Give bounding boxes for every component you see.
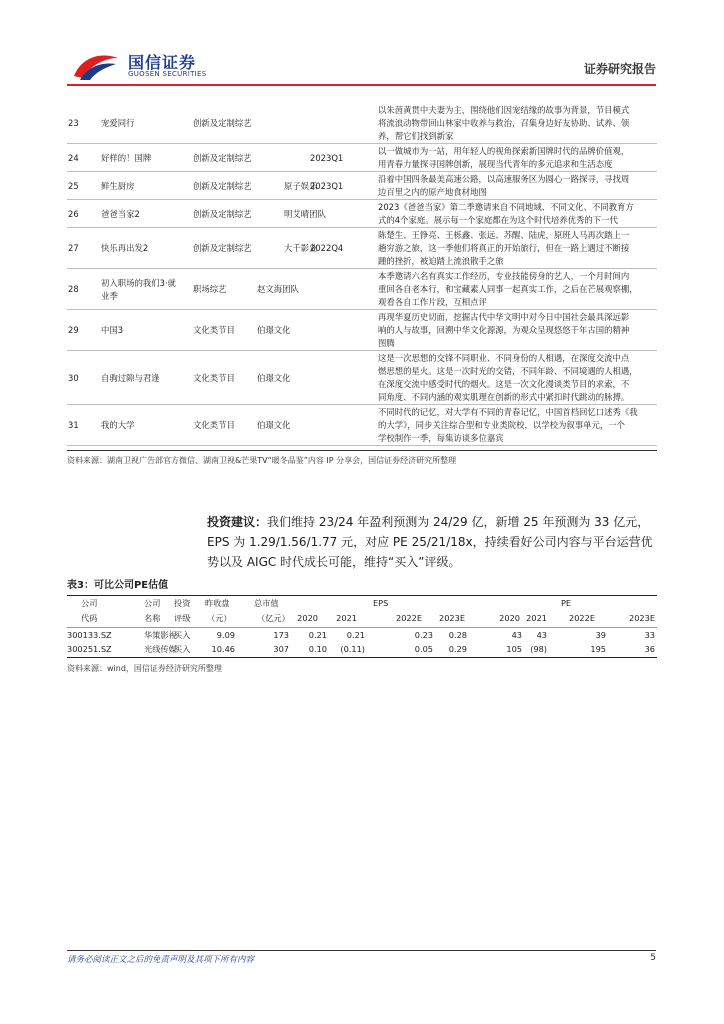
- pe-header-year: 2023E: [628, 613, 655, 623]
- pe-header-group-pe: PE: [561, 598, 572, 608]
- pe-cell-value: 0.23: [414, 630, 433, 640]
- program-description: [378, 229, 660, 268]
- description-line: 以一做城市为一站，用年轻人的视角探索新国牌时代的品牌价值观，: [378, 146, 630, 156]
- pe-table-bottom-rule: [67, 657, 657, 658]
- description-line: 的大学》，同步关注综合型和专业类院校，以学校为叙事单元，一个: [378, 420, 626, 430]
- table-row: [67, 144, 657, 172]
- program-type: 文化类节目: [193, 420, 235, 430]
- description-line: 在深度交流中感受时代的烟火。这是一次文化漫谈类节目的求索，不: [378, 379, 630, 389]
- pe-cell-value: 0.29: [448, 644, 467, 654]
- pe-header-year: 2022E: [395, 613, 422, 623]
- row-number: 27: [68, 243, 79, 253]
- logo-text-cn: 国信证券: [128, 53, 197, 72]
- pe-header-cell: （亿元）: [257, 613, 290, 623]
- description-line: 2023《爸爸当家》第二季邀请来自不同地域、不同文化、不同教育方: [378, 202, 634, 212]
- pe-header-year: 2020: [499, 613, 520, 623]
- pe-cell-value: 39: [595, 630, 606, 640]
- program-name: [101, 324, 123, 337]
- pe-header-cell: 代码: [81, 613, 98, 623]
- program-table: [67, 103, 657, 446]
- description-line: 学校制作一季，每集访谈多位嘉宾: [378, 433, 504, 443]
- row-number: 24: [68, 152, 79, 163]
- pe-table-source: 资料来源：wind，国信证券经济研究所整理: [67, 664, 222, 673]
- program-name: [101, 208, 140, 221]
- program-name: [101, 242, 148, 255]
- program-type: 职场综艺: [193, 284, 227, 294]
- row-number: 28: [68, 284, 79, 294]
- pe-cell-value: 43: [511, 630, 522, 640]
- row-number: 23: [68, 118, 79, 128]
- row-number: 25: [68, 180, 79, 191]
- description-line: 趟穷游之旅，这一季他们将真正的开始旅行，但在一路上遇过不断接: [378, 243, 630, 253]
- description-line: 用青春力量探寻国牌创新，展现当代青年的多元追求和生活态度: [378, 159, 613, 169]
- description-line: 养，帮它们找到新家: [378, 131, 454, 141]
- pe-cell-value: 195: [590, 644, 606, 654]
- footer-disclaimer: 请务必阅读正文之后的免责声明及其项下所有内容: [67, 955, 255, 965]
- program-type: 创新及定制综艺: [193, 180, 252, 191]
- program-name-line: 我的大学: [101, 420, 135, 430]
- pe-table-header-rule: [67, 627, 657, 628]
- pe-header-cell: 公司: [81, 598, 98, 608]
- pe-cell-value: 173: [273, 630, 289, 640]
- table-row: [67, 228, 657, 269]
- program-producer: 赵文海团队: [257, 284, 299, 294]
- table-row: [67, 351, 657, 405]
- description-line: 将流浪动物带回山林家中收养与救治，召集身边好友协助、试养、领: [378, 118, 630, 128]
- pe-header-cell: 评级: [174, 613, 191, 623]
- pe-header-cell: 总市值: [254, 598, 279, 608]
- row-number: 29: [68, 325, 79, 335]
- pe-cell-value: 0.21: [308, 630, 327, 640]
- pe-header-cell: 昨收盘: [205, 598, 230, 608]
- pe-cell-name: 华策影视: [144, 630, 177, 640]
- program-name-line: 快乐再出发2: [101, 243, 149, 253]
- description-line: 踵的挫折，被迫踏上流浪散手之旅: [378, 256, 504, 266]
- program-description: [378, 173, 660, 199]
- program-producer: 伯璟文化: [257, 325, 291, 335]
- program-name-line: 自驹过隙与君逢: [101, 372, 160, 383]
- program-description: [378, 352, 660, 404]
- investment-advice-text: 我们维持 23/24 年盈利预测为 24/29 亿，新增 25 年预测为 33 亿元，EPS 为 1.29/1.56/1.77 元，对应 PE 25/21/18x，持续看好公司内容与平台运营优势以及 AIGC 时代成长可能，维持“买入”评级。: [207, 515, 653, 569]
- table-row: [67, 405, 657, 446]
- pe-cell-value: 9.09: [216, 630, 235, 640]
- pe-cell-value: 43: [536, 630, 547, 640]
- row-number: 26: [68, 208, 79, 219]
- pe-cell-value: (0.11): [340, 644, 365, 654]
- program-name: [101, 152, 151, 165]
- pe-cell-rating: 买入: [174, 630, 191, 640]
- pe-cell-value: (98): [530, 644, 547, 654]
- pe-header-cell: 投资: [174, 598, 191, 608]
- program-date: 2023Q1: [310, 152, 344, 163]
- logo-text-en: GUOSEN SECURITIES: [128, 70, 207, 78]
- description-line: 这是一次思想的交锋不同职业、不同身份的人相遇，在深度交流中点: [378, 353, 630, 363]
- table-row: [67, 103, 657, 144]
- program-producer: 大千影业: [284, 243, 318, 253]
- page-number: 5: [650, 953, 656, 963]
- program-name: [101, 180, 135, 193]
- pe-cell-value: 0.05: [414, 644, 433, 654]
- pe-header-year: 2022E: [568, 613, 595, 623]
- program-type: 创新及定制综艺: [193, 118, 252, 128]
- pe-cell-value: 36: [644, 644, 655, 654]
- program-producer: 明艾晴团队: [284, 208, 326, 219]
- program-table-source: 资料来源：湖南卫视广告部官方微信、湖南卫视&芒果TV“暖冬品鉴”内容 IP 分享会，国信证券经济研究所整理: [67, 456, 457, 465]
- program-name-line: 业季: [101, 290, 118, 301]
- pe-cell-value: 0.10: [308, 644, 327, 654]
- description-line: 观看各自工作片段，互相点评: [378, 297, 487, 307]
- program-name-line: 中国3: [101, 325, 124, 335]
- description-line: 以朱茵黄贯中夫妻为主，围绕他们因宠结缘的故事为背景，节目模式: [378, 105, 630, 115]
- description-line: 重回各自老本行，和宝藏素人同事一起真实工作，之后在芒展观察棚，: [378, 284, 638, 294]
- program-producer: 原子娱乐: [284, 180, 318, 191]
- table-row: [67, 269, 657, 310]
- program-type: 创新及定制综艺: [193, 208, 252, 219]
- row-number: 31: [68, 420, 79, 430]
- row-number: 30: [68, 372, 79, 383]
- description-line: 图腾: [378, 338, 395, 348]
- pe-table-title: 表3：可比公司PE估值: [67, 580, 169, 591]
- program-name-line: 宠爱同行: [101, 118, 135, 128]
- program-description: [378, 270, 660, 309]
- pe-header-cell: 名称: [144, 613, 161, 623]
- program-type: 文化类节目: [193, 372, 235, 383]
- pe-cell-value: 307: [273, 644, 289, 654]
- description-line: 响的人与故事，回溯中华文化源源，为观众呈现悠悠千年古国的精神: [378, 325, 630, 335]
- pe-cell-value: 10.46: [211, 644, 235, 654]
- program-name-line: 爸爸当家2: [101, 208, 140, 219]
- report-type: 证券研究报告: [583, 62, 656, 76]
- program-type: 创新及定制综艺: [193, 152, 252, 163]
- program-type: 创新及定制综艺: [193, 243, 252, 253]
- program-description: [378, 145, 660, 171]
- program-type: 文化类节目: [193, 325, 235, 335]
- program-name: [101, 419, 135, 432]
- description-line: 边百里之内的原产地食材地图: [378, 187, 487, 197]
- description-line: 陈楚生、王铮亮、王栎鑫、张远、苏醒、陆虎，原班人马再次踏上一: [378, 230, 630, 240]
- description-line: 再现华夏历史切面，挖掘古代中华文明中对今日中国社会最具深远影: [378, 312, 630, 322]
- pe-cell-value: 0.28: [448, 630, 467, 640]
- description-line: 不同时代的记忆，对大学有不同的青春记忆，中国首档回忆口述秀《我: [378, 407, 638, 417]
- pe-header-group-eps: EPS: [373, 598, 389, 608]
- pe-cell-code: 300251.SZ: [67, 644, 112, 654]
- pe-cell-name: 光线传媒: [144, 644, 177, 654]
- pe-header-year: 2021: [336, 613, 357, 623]
- pe-header-year: 2020: [297, 613, 318, 623]
- program-name: [101, 372, 160, 385]
- program-name: [101, 277, 176, 303]
- program-date: 2023Q1: [310, 180, 344, 191]
- pe-cell-code: 300133.SZ: [67, 630, 112, 640]
- program-description: [378, 311, 660, 350]
- table-row: [67, 172, 657, 200]
- program-name-line: 鲜生厨房: [101, 180, 135, 191]
- company-logo: [72, 46, 212, 86]
- program-name-line: 好样的！国牌: [101, 152, 152, 163]
- pe-cell-value: 105: [506, 644, 522, 654]
- program-producer: 伯璟文化: [257, 420, 291, 430]
- table-row: [67, 200, 657, 228]
- pe-header-year: 2021: [526, 613, 547, 623]
- description-line: 燃思想的星火。这是一次时光的交错，不同年龄、不同境遇的人相遇，: [378, 366, 638, 376]
- program-description: [378, 104, 660, 143]
- program-table-bottom-rule: [67, 450, 657, 451]
- program-description: [378, 406, 660, 445]
- program-date: 2022Q4: [310, 243, 344, 253]
- pe-cell-value: 33: [644, 630, 655, 640]
- pe-header-cell: （元）: [207, 613, 232, 623]
- description-line: 式的4个家庭。展示每一个家庭都在为这个时代培养优秀的下一代: [378, 215, 618, 225]
- program-name-line: 初入职场的我们3·就: [101, 277, 176, 288]
- pe-cell-value: 0.21: [346, 630, 365, 640]
- investment-advice-label: 投资建议：: [207, 515, 268, 529]
- description-line: 沿着中国四条最美高速公路，以高速服务区为圆心一路探寻，寻找周: [378, 174, 630, 184]
- description-line: 同角度、不同内涵的观实肌理在创新的形式中紧扣时代跳动的脉搏。: [378, 392, 630, 402]
- pe-header-year: 2023E: [438, 613, 465, 623]
- program-name: [101, 117, 135, 130]
- header-divider: [67, 84, 656, 86]
- program-producer: 伯璟文化: [257, 372, 291, 383]
- description-line: 本季邀请六名有真实工作经历，专业技能傍身的艺人，一个月时间内: [378, 271, 630, 281]
- table-row: [67, 310, 657, 351]
- pe-table-top-rule: [67, 595, 657, 596]
- pe-cell-rating: 买入: [174, 644, 191, 654]
- footer-divider: [67, 950, 656, 951]
- guosen-logo-mark: [72, 50, 120, 82]
- program-description: [378, 201, 660, 227]
- pe-header-cell: 公司: [144, 598, 161, 608]
- investment-advice: [207, 512, 659, 572]
